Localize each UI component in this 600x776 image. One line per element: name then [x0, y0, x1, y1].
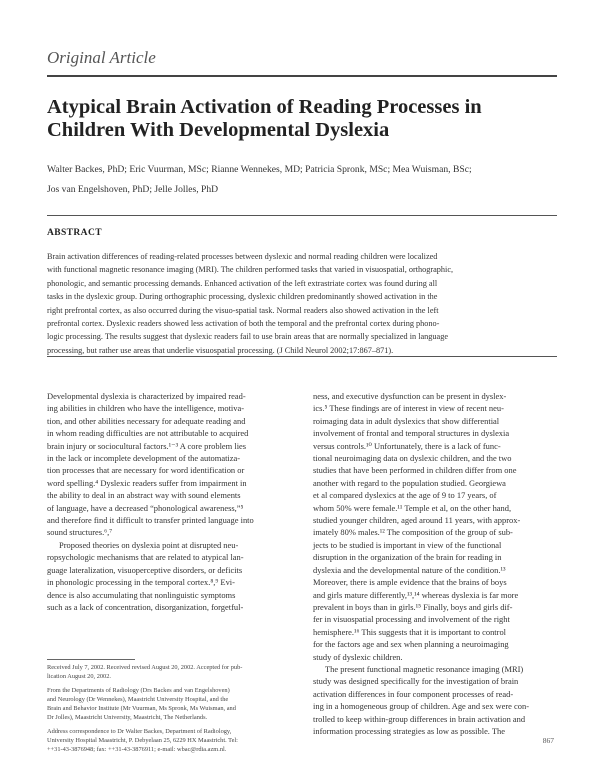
body-line: ics.⁵ These findings are of interest in view of recent neu-: [313, 403, 504, 414]
body-line: and girls mature differently,¹³,¹⁴ whereas dyslexia is far more: [313, 589, 519, 600]
body-line: tional neuroimaging data on dyslexic children, and the two: [313, 453, 512, 464]
body-line: activation differences in four component processes of read-: [313, 688, 514, 699]
title-line: Children With Developmental Dyslexia: [47, 119, 390, 141]
body-line: studies that have been performed in children differ from one: [313, 465, 517, 476]
abstract-heading: ABSTRACT: [47, 228, 102, 238]
body-line: et al compared dyslexics at the age of 9 to 17 years, of: [313, 490, 497, 501]
article-title: [47, 96, 557, 142]
body-line: sound structures.⁶,⁷: [47, 527, 113, 538]
body-line: Moreover, there is ample evidence that the brains of boys: [313, 577, 507, 588]
body-line: ing abilities in children who have the intelligence, motiva-: [47, 403, 245, 414]
body-line: The present functional magnetic resonance imaging (MRI): [325, 663, 524, 674]
body-line: brain injury or sociocultural factors.¹⁻³ A core problem lies: [47, 440, 247, 451]
body-line: Developmental dyslexia is characterized by impaired read-: [47, 391, 246, 401]
body-line: in whom reading difficulties are not attributable to acquired: [47, 428, 249, 439]
body-line: disruption in the organization of the brain for reading in: [313, 552, 502, 563]
abstract-line: phonologic, and semantic processing demands. Enhanced activation of the left extrastriate cortex was found during all: [47, 278, 438, 288]
body-line: for the factors age and sex when planning a neuroimaging: [313, 639, 509, 650]
body-line: dence is also accumulating that nonlinguistic symptoms: [47, 589, 236, 600]
abstract-line: with functional magnetic resonance imaging (MRI). The children performed tasks that varied in visuospatial, orthographic,: [47, 265, 454, 275]
footnote-correspondence: ++31-43-3876948; fax: ++31-43-3876911; e-mail: wbac@rdia.azm.nl.: [47, 746, 227, 754]
abstract-text: [47, 250, 559, 357]
body-line: prevalent in boys than in girls.¹⁵ Finally, boys and girls dif-: [313, 601, 513, 612]
page-number: 867: [542, 736, 554, 745]
body-line: information processing strategies as low as possible. The: [313, 725, 505, 736]
body-line: whom 50% were female.¹¹ Temple et al, on the other hand,: [313, 502, 512, 513]
body-line: the ability to deal in an abstract way with sound elements: [47, 490, 241, 501]
abstract-line: Brain activation differences of reading-related processes between dyslexic and normal reading children were localized: [47, 252, 438, 261]
authors-line: Walter Backes, PhD; Eric Vuurman, MSc; Rianne Wennekes, MD; Patricia Spronk, MSc; Mea Wuisman, BSc;: [47, 164, 472, 175]
body-column-left: [47, 390, 297, 613]
footnote-correspondence: University Hospital Maastricht, P. Debyelaan 25, 6229 HX Maastricht. Tel:: [47, 737, 238, 745]
body-line: of language, have a decreased “phonological awareness,”⁵: [47, 502, 244, 513]
author-list: [47, 160, 567, 200]
footnote-affiliation: and Neurology (Dr Wennekes), Maastricht University Hospital, and the: [47, 695, 229, 703]
body-line: and therefore find it difficult to transfer printed language into: [47, 515, 254, 526]
body-line: tion, and other abilities necessary for adequate reading and: [47, 415, 246, 426]
abstract-line: logic processing. The results suggest that dyslexic readers fail to use brain areas that are normally specialized in language: [47, 332, 448, 342]
body-line: imately 80% males.¹² The composition of the group of sub-: [313, 527, 513, 538]
body-line: jects to be studied is important in view of the functional: [313, 539, 502, 550]
body-column-right: [313, 390, 563, 737]
body-line: study of dyslexic children.: [313, 651, 403, 662]
body-line: word spelling.⁴ Dyslexic readers suffer from impairment in: [47, 477, 247, 488]
footnote-affiliation: From the Departments of Radiology (Drs Backes and van Engelshoven): [47, 686, 230, 694]
body-line: such as a lack of concentration, disorganization, forgetful-: [47, 601, 244, 612]
body-line: ing in a homogeneous group of children. Age and sex were con-: [313, 701, 530, 712]
body-line: roimaging data in adult dyslexics that show differential: [313, 415, 500, 426]
header-rule: [47, 75, 557, 77]
body-line: versus controls.¹⁰ Unfortunately, there is a lack of func-: [313, 440, 501, 451]
body-line: Proposed theories on dyslexia point at disrupted neu-: [59, 539, 239, 550]
body-line: fer in visuospatial processing and involvement of the right: [313, 614, 510, 625]
title-line: Atypical Brain Activation of Reading Processes in: [47, 96, 482, 118]
body-line: studied younger children, aged around 11 years, with approx-: [313, 515, 521, 526]
footnotes: [47, 663, 302, 755]
article-type-label: Original Article: [47, 48, 156, 67]
abstract-line: prefrontal cortex. Dyslexic readers showed less activation of both the temporal and the prefrontal cortex during phono-: [47, 319, 440, 329]
body-line: hemisphere.¹⁶ This suggests that it is important to control: [313, 626, 507, 637]
footnote-affiliation: Dr Jolles), Maastricht University, Maastricht, The Netherlands.: [47, 714, 208, 722]
abstract-line: right prefrontal cortex, as also occurred during the visuo-spatial task. Normal readers also showed activation in the left: [47, 305, 439, 315]
body-line: ness, and executive dysfunction can be present in dyslex-: [313, 391, 507, 401]
authors-line: Jos van Engelshoven, PhD; Jelle Jolles, PhD: [47, 184, 219, 195]
body-line: ropsychologic mechanisms that are related to atypical lan-: [47, 552, 244, 563]
body-line: dyslexia and the developmental nature of the condition.¹³: [313, 564, 506, 575]
footnote-rule: [47, 659, 135, 660]
body-line: another with regard to the population studied. Georgiewa: [313, 477, 506, 488]
footnote-received: Received July 7, 2002. Received revised August 20, 2002. Accepted for pub-: [47, 664, 243, 671]
body-line: in the lack or incomplete development of the automatiza-: [47, 453, 241, 464]
body-line: tion processes that are necessary for word identification or: [47, 465, 245, 476]
body-line: study was designed specifically for the investigation of brain: [313, 676, 519, 687]
footnote-received: lication August 20, 2002.: [47, 673, 111, 681]
body-line: involvement of frontal and temporal structures in dyslexia: [313, 428, 510, 439]
body-line: in phonologic processing in the temporal cortex.⁸,⁹ Evi-: [47, 577, 235, 588]
footnote-affiliation: Brain and Behavior Institute (Mr Vuurman, Ms Spronk, Ms Wuisman, and: [47, 705, 236, 713]
body-line: trolled to keep within-group differences in brain activation and: [313, 713, 526, 724]
body-line: guage lateralization, visuoperceptive disorders, or deficits: [47, 564, 243, 575]
abstract-line: processing, but rather use areas that underlie visuospatial processing. (J Child Neurol 2002;17:867–871).: [47, 345, 394, 355]
footnote-correspondence: Address correspondence to Dr Walter Backes, Department of Radiology,: [47, 727, 232, 735]
abstract-line: tasks in the dyslexic group. During orthographic processing, dyslexic children predominantly showed activation in the: [47, 292, 438, 302]
